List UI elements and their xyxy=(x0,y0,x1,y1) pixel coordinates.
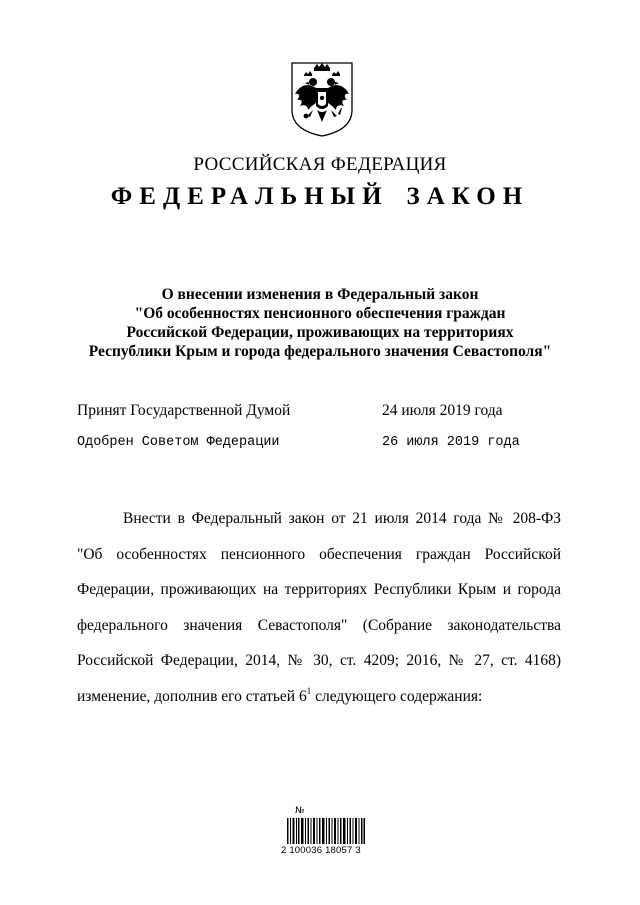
adopted-label: Принят Государственной Думой xyxy=(77,402,291,419)
adopted-date: 24 июля 2019 года xyxy=(382,402,503,419)
law-title-line: "Об особенностях пенсионного обеспечения граждан xyxy=(134,305,506,322)
barcode-mark: № xyxy=(295,806,305,816)
barcode-block xyxy=(281,806,371,856)
law-title-line: О внесении изменения в Федеральный закон xyxy=(161,286,479,303)
coat-of-arms-icon xyxy=(289,60,355,138)
law-title xyxy=(0,285,640,361)
body-line: Внести в Федеральный закон от 21 июля 2014 года № 208-ФЗ xyxy=(123,510,561,527)
country-name: РОССИЙСКАЯ ФЕДЕРАЦИЯ xyxy=(193,154,447,175)
approved-date: 26 июля 2019 года xyxy=(382,435,520,450)
document-type-word-1: ФЕДЕРАЛЬНЫЙ xyxy=(110,183,389,210)
approved-label: Одобрен Советом Федерации xyxy=(77,435,280,450)
law-body xyxy=(77,501,561,714)
law-title-line: Республики Крым и города федерального значения Севастополя" xyxy=(88,343,552,360)
body-line: федерального значения Севастополя" (Собрание законодательства xyxy=(77,616,561,634)
body-line-last xyxy=(77,679,561,715)
document-type-word-2: ЗАКОН xyxy=(406,183,530,210)
law-title-line: Российской Федерации, проживающих на территориях xyxy=(126,324,514,341)
body-line: Федерации, проживающих на территориях Республики Крым и города xyxy=(77,581,561,598)
body-last-text-tail: следующего содержания: xyxy=(311,687,483,705)
document-type xyxy=(0,183,640,211)
body-line: Российской Федерации, 2014, № 30, ст. 4209; 2016, № 27, ст. 4168) xyxy=(77,652,561,669)
barcode-number: 2 100036 18057 3 xyxy=(281,845,361,856)
barcode-icon xyxy=(287,818,365,844)
article-superscript: 1 xyxy=(306,685,312,696)
body-last-text: изменение, дополнив его статьей 6 xyxy=(77,687,307,705)
body-line: "Об особенностях пенсионного обеспечения граждан Российской xyxy=(77,545,561,563)
